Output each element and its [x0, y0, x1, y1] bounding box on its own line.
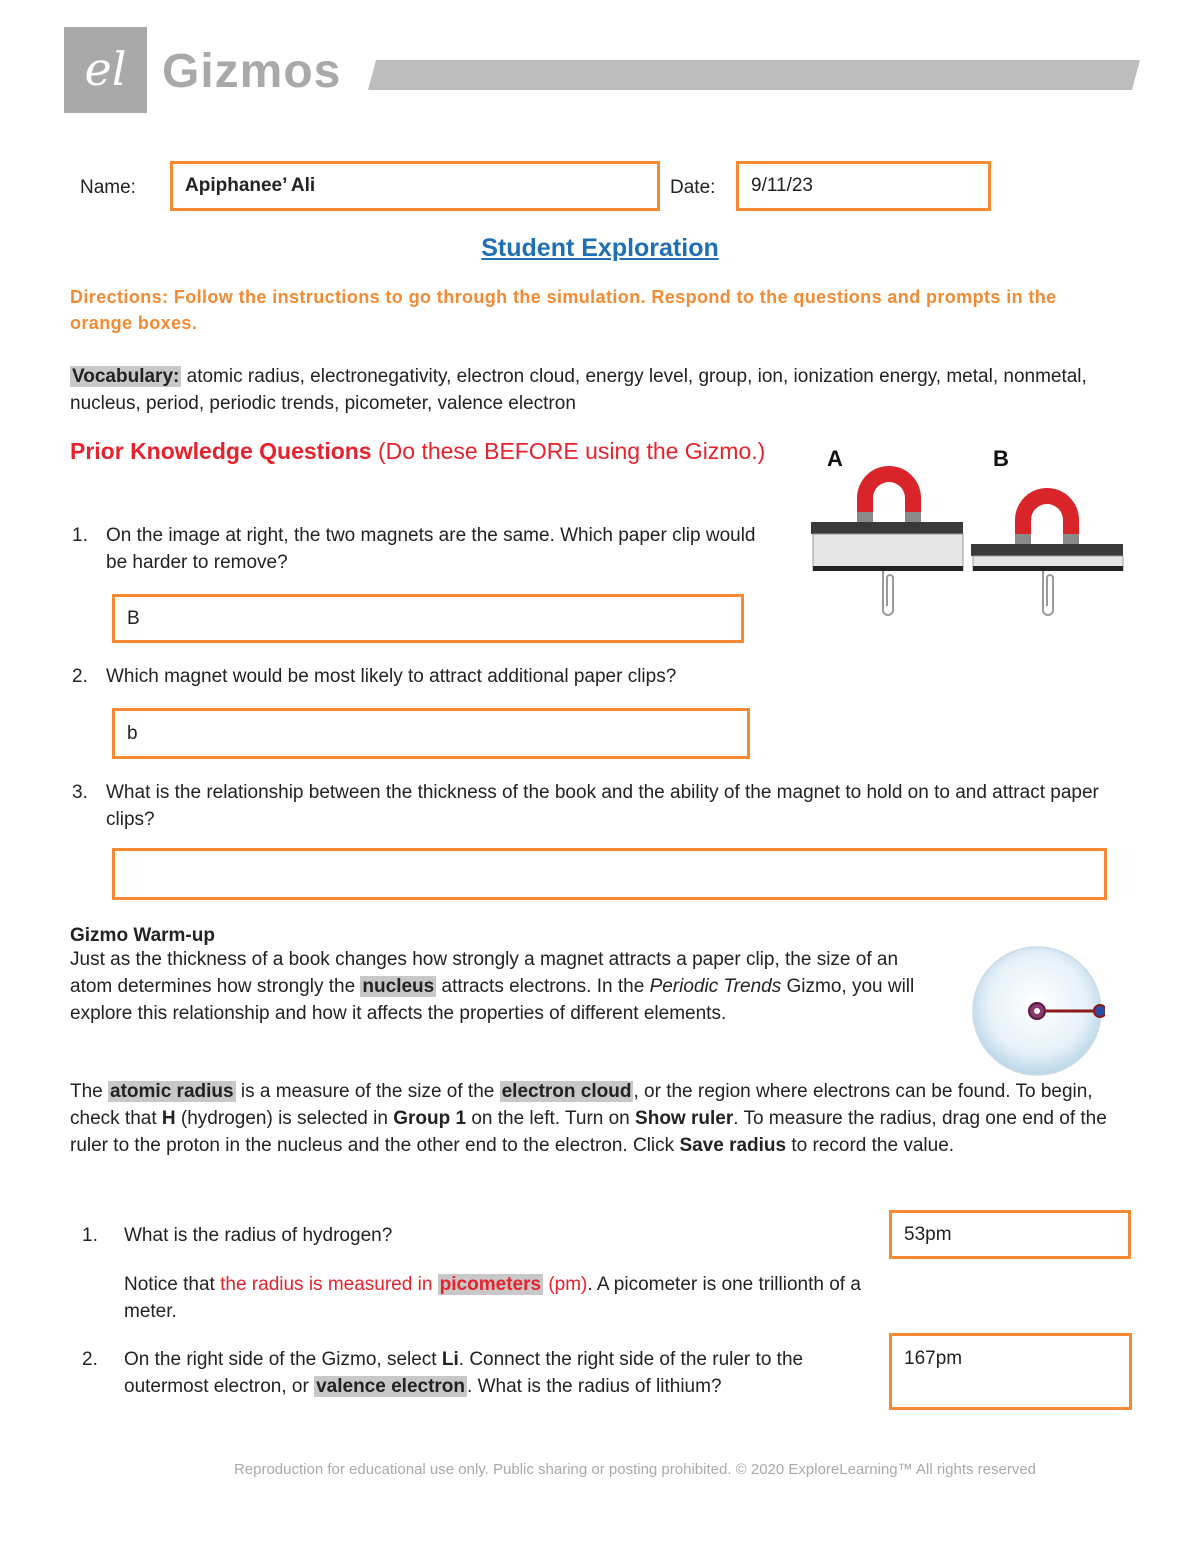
note-text-a: Notice that [124, 1274, 215, 1295]
prior-knowledge-heading [70, 436, 770, 467]
paperclip-a-icon [883, 571, 893, 615]
prior-q1-answer-value: B [127, 607, 140, 629]
warmup-q1-text: What is the radius of hydrogen? [124, 1225, 393, 1246]
prior-q2-answer[interactable] [112, 708, 750, 759]
warmup-p2-text-e: on the left. Turn on [471, 1108, 630, 1129]
prior-q3-text: What is the relationship between the thickness of the book and the ability of the magnet to hold on to and attract paper clips? [106, 782, 1099, 830]
warmup-p1-text-a: Just as the thickness of a book changes how strongly a magnet attracts a paper clip, the size of an atom determines how strongly the [70, 949, 899, 997]
prior-q2-answer-value: b [127, 722, 138, 744]
prior-q2-text: Which magnet would be most likely to attract additional paper clips? [106, 666, 677, 687]
prior-q1-text: On the image at right, the two magnets are the same. Which paper clip would be harder to remove? [106, 525, 756, 573]
date-label: Date: [670, 177, 716, 198]
term-nucleus: nucleus [362, 976, 435, 997]
footer-copyright: Reproduction for educational use only. Public sharing or posting prohibited. © 2020 ExploreLearning™ All rights reserved [233, 1461, 1037, 1478]
warmup-q1-answer[interactable] [889, 1210, 1131, 1259]
warmup-p2-text-c: , or the region where electrons can be found. To begin, check that [70, 1081, 1093, 1129]
term-electron-cloud: electron cloud [501, 1081, 632, 1102]
name-field[interactable] [170, 161, 660, 211]
magnet-b [971, 488, 1123, 571]
magnet-a [811, 466, 963, 571]
note-red-pm: (pm) [548, 1274, 588, 1295]
warmup-p2-text-a: The [70, 1081, 103, 1102]
prior-heading-bold: Prior Knowledge Questions [70, 438, 372, 464]
warmup-p1-text-b: attracts electrons. In the [441, 976, 645, 997]
term-valence-electron: valence electron [316, 1376, 466, 1397]
vocabulary-label: Vocabulary: [72, 366, 180, 387]
note-red-text: the radius is measured in [220, 1274, 433, 1295]
warmup-paragraph-2 [70, 1078, 1130, 1159]
name-label: Name: [80, 177, 136, 198]
warmup-p2-text-g: to record the value. [791, 1135, 955, 1156]
warmup-p2-text-f: . To measure the radius, drag one end of the ruler to the proton in the nucleus and the other end to the electron. Click [70, 1108, 1107, 1156]
vocabulary-terms: atomic radius, electronegativity, electron cloud, energy level, group, ion, ionization energy, metal, nonmetal, nucleus, period, periodic trends, picometer, valence electron [70, 366, 1087, 414]
element-h: H [161, 1108, 176, 1129]
q2-text-b: . Connect the right side of the ruler to the outermost electron, or [124, 1349, 804, 1397]
directions: Directions: Follow the instructions to go through the simulation. Respond to the questions and prompts in the orange boxes. [70, 287, 1057, 333]
atom-illustration [970, 944, 1105, 1079]
date-field[interactable] [736, 161, 991, 211]
show-ruler: Show ruler [635, 1108, 734, 1129]
gizmo-name: Periodic Trends [649, 976, 782, 997]
term-picometers: picometers [439, 1274, 542, 1295]
magnets-illustration [805, 440, 1130, 625]
logo-icon: el [84, 42, 127, 96]
warmup-paragraph-1 [70, 946, 920, 1027]
warmup-p2-text-b: is a measure of the size of the [240, 1081, 495, 1102]
save-radius: Save radius [679, 1135, 787, 1156]
magnet-b-label: B [993, 446, 1009, 471]
warmup-q2-answer-value: 167pm [904, 1348, 963, 1369]
page-title: Student Exploration [481, 234, 719, 262]
magnet-a-label: A [827, 446, 843, 471]
date-value: 9/11/23 [751, 175, 813, 196]
logo-badge [64, 27, 147, 113]
group-1: Group 1 [393, 1108, 467, 1129]
prior-heading-rest: (Do these BEFORE using the Gizmo.) [378, 438, 766, 464]
warmup-q2-text [124, 1346, 869, 1400]
paperclip-b-icon [1043, 571, 1053, 615]
header-bar [368, 60, 1140, 90]
warmup-p2-text-d: (hydrogen) is selected in [180, 1108, 388, 1129]
warmup-q2-number: 2. [82, 1349, 98, 1370]
name-value: Apiphanee’ Ali [185, 175, 316, 196]
element-li: Li [441, 1349, 459, 1370]
prior-q1-answer[interactable] [112, 594, 744, 643]
warmup-q2-answer[interactable] [889, 1333, 1132, 1410]
prior-q3-answer[interactable] [112, 848, 1107, 900]
warmup-q1-number: 1. [82, 1225, 98, 1246]
prior-q3-number: 3. [72, 782, 88, 803]
vocabulary [70, 363, 1130, 417]
picometer-note [124, 1271, 864, 1325]
brand-name: Gizmos [162, 45, 342, 98]
q2-text-a: On the right side of the Gizmo, select [124, 1349, 437, 1370]
warmup-p1-text-c: Gizmo, you will explore this relationship and how it affects the properties of different elements. [70, 976, 915, 1024]
prior-q1-number: 1. [72, 525, 88, 546]
warmup-heading: Gizmo Warm-up [70, 925, 215, 946]
warmup-q1-answer-value: 53pm [904, 1223, 952, 1245]
term-atomic-radius: atomic radius [110, 1081, 234, 1102]
prior-q2-number: 2. [72, 666, 88, 687]
note-text-b: . A picometer is one trillionth of a meter. [124, 1274, 861, 1322]
q2-text-c: . What is the radius of lithium? [467, 1376, 722, 1397]
